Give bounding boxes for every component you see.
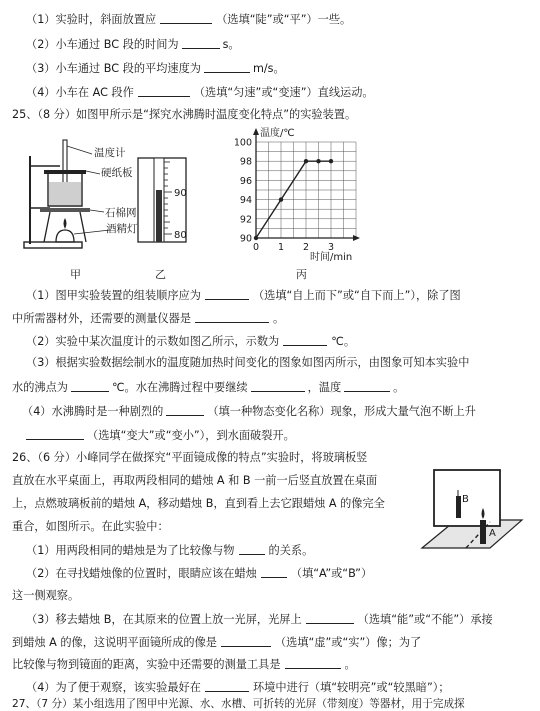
q25-part4-line2: （选填“变大”或“变小”），到水面破裂开。	[26, 428, 295, 443]
q25-part1-line2: 中所需器材外，还需要的测量仪器是 。	[12, 312, 285, 325]
answer-blank	[160, 12, 212, 24]
y-tick-label: 98	[239, 156, 252, 168]
figure-mirror-experiment	[420, 462, 524, 554]
answer-blank	[306, 612, 354, 624]
answer-blank	[344, 380, 390, 392]
x-tick-label: 3	[327, 242, 335, 253]
tripod-leg	[80, 212, 86, 242]
label-cardboard: 硬纸板	[101, 167, 133, 179]
x-tick-label: 2	[302, 242, 310, 253]
answer-blank	[251, 380, 305, 392]
chart-xlabel: 时间/min	[310, 252, 353, 263]
data-point	[316, 159, 320, 163]
answer-blank	[26, 428, 84, 440]
q26-part3-line3: 比较像与物到镜面的距离，实验中还需要的测量工具是 。	[12, 658, 356, 671]
q26-part3-line1: （3）移去蜡烛 B，在其原来的位置上放一光屏，光屏上 （选填“能”或“不能”）承接	[26, 613, 493, 626]
q24-part2: （2）小车通过 BC 段的时间为 s。	[26, 38, 240, 51]
cardboard-lid	[44, 170, 86, 174]
answer-blank	[204, 61, 250, 73]
asbestos-gauze	[40, 208, 90, 212]
tripod-leg	[44, 212, 50, 242]
caption-jia: 甲	[70, 268, 81, 281]
answer-blank	[195, 311, 269, 323]
answer-blank	[166, 404, 204, 416]
q26-stem-3: 上，点燃玻璃板前的蜡烛 A，移动蜡烛 B，直到看上去它跟蜡烛 A 的像完全	[12, 497, 385, 510]
answer-blank	[261, 566, 287, 578]
q26-part3-line2: 到蜡烛 A 的像，这说明平面镜所成的像是 （选填“虚”或“实”）像；为了	[12, 636, 422, 649]
q26-stem-1: 26、（6 分）小峰同学在做探究“平面镜成像的特点”实验时，将玻璃板竖	[12, 451, 368, 464]
answer-blank	[283, 334, 327, 346]
y-tick-label: 100	[233, 137, 252, 149]
x-tick-label: 1	[277, 242, 285, 253]
q25-title: 25、（8 分）如图甲所示是“探究水沸腾时温度变化特点”的实验装置。	[12, 108, 357, 121]
data-point	[254, 236, 258, 240]
water	[49, 182, 81, 205]
caption-bing: 丙	[296, 268, 307, 281]
q26-part1: （1）用两段相同的蜡烛是为了比较像与物 的关系。	[26, 544, 314, 557]
figure-bing-chart	[228, 126, 368, 266]
answer-blank	[71, 380, 109, 392]
figure-yi-thermometer	[136, 156, 196, 246]
y-tick-label: 90	[239, 233, 252, 245]
y-tick-label: 94	[239, 195, 252, 207]
data-point	[279, 197, 283, 201]
q26-part2-cont: 这一侧观察。	[12, 589, 80, 602]
y-tick-label: 92	[239, 214, 252, 226]
answer-blank	[239, 543, 265, 555]
label-a: A	[489, 528, 496, 539]
q26-part2: （2）在寻找蜡烛像的位置时，眼睛应该在蜡烛 （填“A”或“B”）	[26, 567, 373, 580]
q25-part1-line1: （1）图甲实验装置的组装顺序应为 （选填“自上而下”或“自下而上”），除了图	[26, 289, 461, 302]
q24-part1: （1）实验时，斜面放置应 （选填“陡”或“平”）一些。	[26, 13, 352, 26]
data-point	[329, 159, 333, 163]
q26-stem-4: 重合，如图所示。在此实验中：	[12, 520, 169, 533]
candle-b	[456, 496, 461, 518]
q25-part3-line2: 水的沸点为 ℃。水在沸腾过程中要继续 ，温度 。	[12, 381, 405, 394]
answer-blank	[182, 37, 220, 49]
q24-part4: （4）小车在 AC 段作 （选填“匀速”或“变速”）直线运动。	[26, 86, 374, 99]
label-b: B	[462, 494, 469, 505]
q26-part4: （4）为了便于观察，该实验最好在 环境中进行（填“较明亮”或“较黑暗”）；	[26, 681, 450, 694]
q25-part4-line1: （4）水沸腾时是一种剧烈的 （填一种物态变化名称）现象，形成大量气泡不断上升	[22, 405, 476, 418]
chart-ylabel: 温度/℃	[260, 128, 295, 139]
caption-yi: 乙	[155, 268, 166, 281]
alcohol-lamp	[56, 230, 74, 242]
candle-a	[480, 520, 486, 544]
answer-blank	[221, 635, 271, 647]
label-gauze: 石棉网	[105, 207, 137, 219]
answer-blank	[285, 657, 341, 669]
q26-stem-2: 直放在水平桌面上，再取两段相同的蜡烛 A 和 B 一前一后竖直放置在桌面	[12, 474, 378, 487]
tick-90: 90	[174, 188, 187, 199]
stand-base	[24, 242, 82, 248]
q25-part3-line1: （3）根据实验数据绘制水的温度随加热时间变化的图象如图丙所示，由图象可知本实验中	[26, 356, 470, 369]
flame	[64, 218, 67, 229]
x-tick-label: 0	[252, 242, 260, 253]
answer-blank	[138, 85, 190, 97]
label-thermometer: 温度计	[94, 147, 126, 159]
mercury-column	[156, 190, 162, 242]
tick-80: 80	[174, 230, 187, 241]
q27-stem-1: 27、（7 分）某小组选用了图甲中光源、水、水槽、可折转的光屏（带刻度）等器材，用于完成探	[12, 698, 465, 710]
answer-blank	[205, 680, 249, 692]
data-point	[304, 159, 308, 163]
q24-part3: （3）小车通过 BC 段的平均速度为 m/s。	[26, 62, 285, 75]
answer-blank	[205, 288, 249, 300]
q25-part2: （2）实验中某次温度计的示数如图乙所示，示数为 ℃。	[26, 335, 356, 348]
figure-jia-apparatus	[20, 126, 150, 254]
label-lamp: 酒精灯	[106, 223, 138, 235]
y-tick-label: 96	[239, 175, 252, 187]
